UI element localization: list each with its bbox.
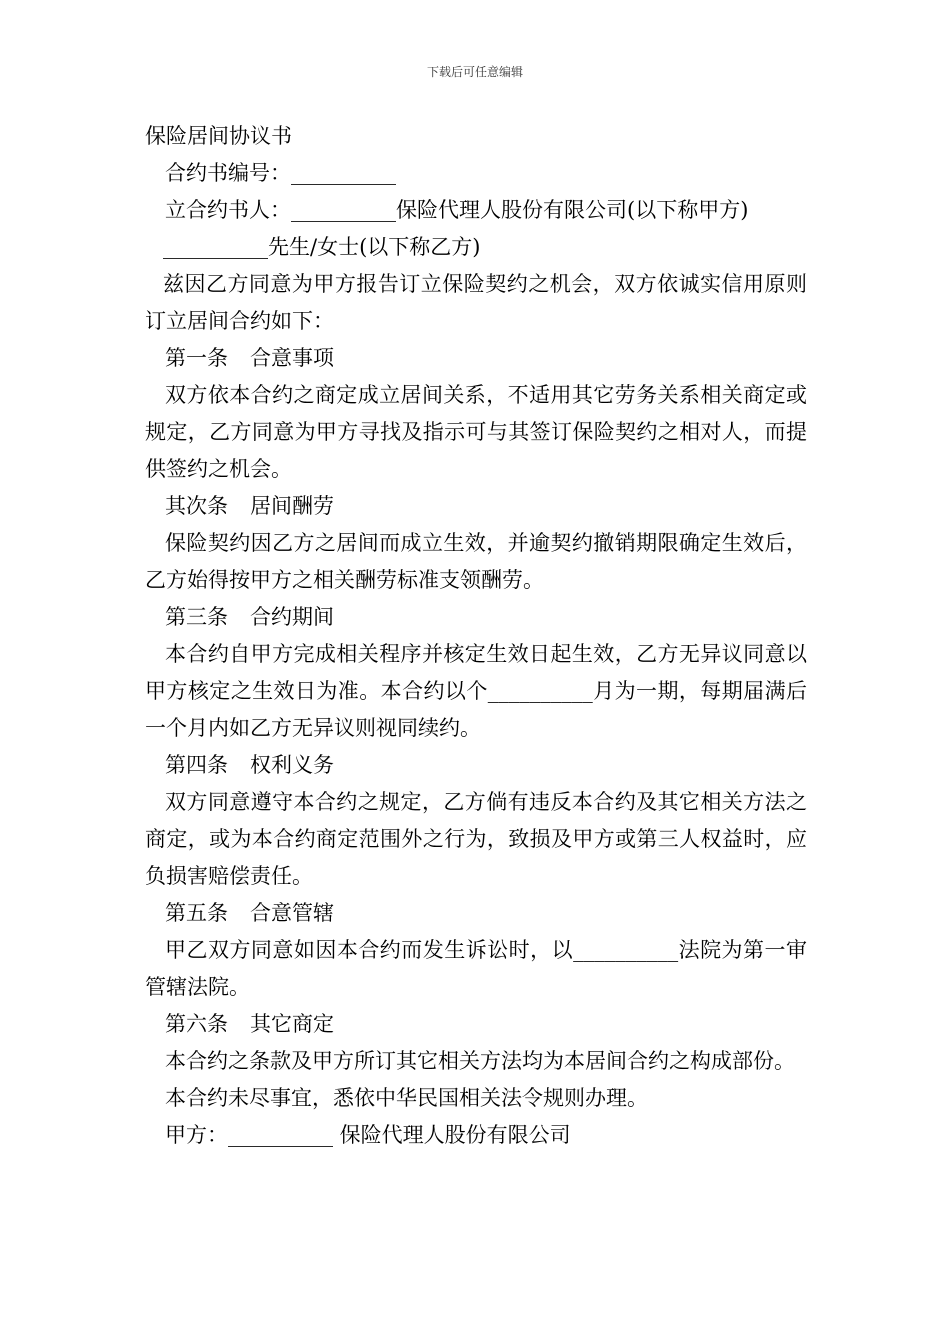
article-6-paragraph: 本合约之条款及甲方所订其它相关方法均为本居间合约之构成部份。 [165,1049,795,1073]
intro-paragraph: 兹因乙方同意为甲方报告订立保险契约之机会，双方依诚实信用原则订立居间合约如下： [145,272,807,333]
article-1-paragraph: 双方依本合约之商定成立居间关系，不适用其它劳务关系相关商定或规定，乙方同意为甲方寻找及指示可与其签订保险契约之相对人，而提供签约之机会。 [145,383,807,481]
article-title: 权利义务 [250,753,334,777]
article-5-paragraph: 甲乙双方同意如因本合约而发生诉讼时，以__________法院为第一审管辖法院。 [145,938,807,999]
page-header: 下载后可任意编辑 [426,65,523,79]
article-2-heading [145,488,807,525]
article-title: 合意事项 [250,346,334,370]
article-title: 居间酬劳 [250,494,334,518]
article-number: 第四条 [165,753,228,777]
article-6-heading [145,1006,807,1043]
article-number: 第一条 [165,346,228,370]
party-a-line: 立合约书人：__________保险代理人股份有限公司(以下称甲方) [165,198,749,222]
article-4-heading [145,747,807,784]
document-title: 保险居间协议书 [145,124,292,148]
article-number: 第六条 [165,1012,228,1036]
article-title: 合意管辖 [250,901,334,925]
party-b-line: __________先生/女士(以下称乙方) [163,235,481,259]
article-6-paragraph: 本合约未尽事宜，悉依中华民国相关法令规则办理。 [165,1086,648,1110]
article-2-paragraph: 保险契约因乙方之居间而成立生效，并逾契约撤销期限确定生效后，乙方始得按甲方之相关酬劳标准支领酬劳。 [145,531,807,592]
article-title: 其它商定 [250,1012,334,1036]
article-number: 第五条 [165,901,228,925]
document-body [145,118,807,1154]
article-number: 其次条 [165,494,228,518]
signature-line: 甲方：__________ 保险代理人股份有限公司 [165,1123,571,1147]
article-1-heading [145,340,807,377]
article-4-paragraph: 双方同意遵守本合约之规定，乙方倘有违反本合约及其它相关方法之商定，或为本合约商定范围外之行为，致损及甲方或第三人权益时，应负损害赔偿责任。 [145,790,807,888]
contract-number-line: 合约书编号：__________ [165,161,396,185]
article-title: 合约期间 [250,605,334,629]
article-number: 第三条 [165,605,228,629]
article-5-heading [145,895,807,932]
article-3-heading [145,599,807,636]
article-3-paragraph: 本合约自甲方完成相关程序并核定生效日起生效，乙方无异议同意以甲方核定之生效日为准。本合约以个__________月为一期，每期届满后一个月内如乙方无异议则视同续约。 [145,642,807,740]
